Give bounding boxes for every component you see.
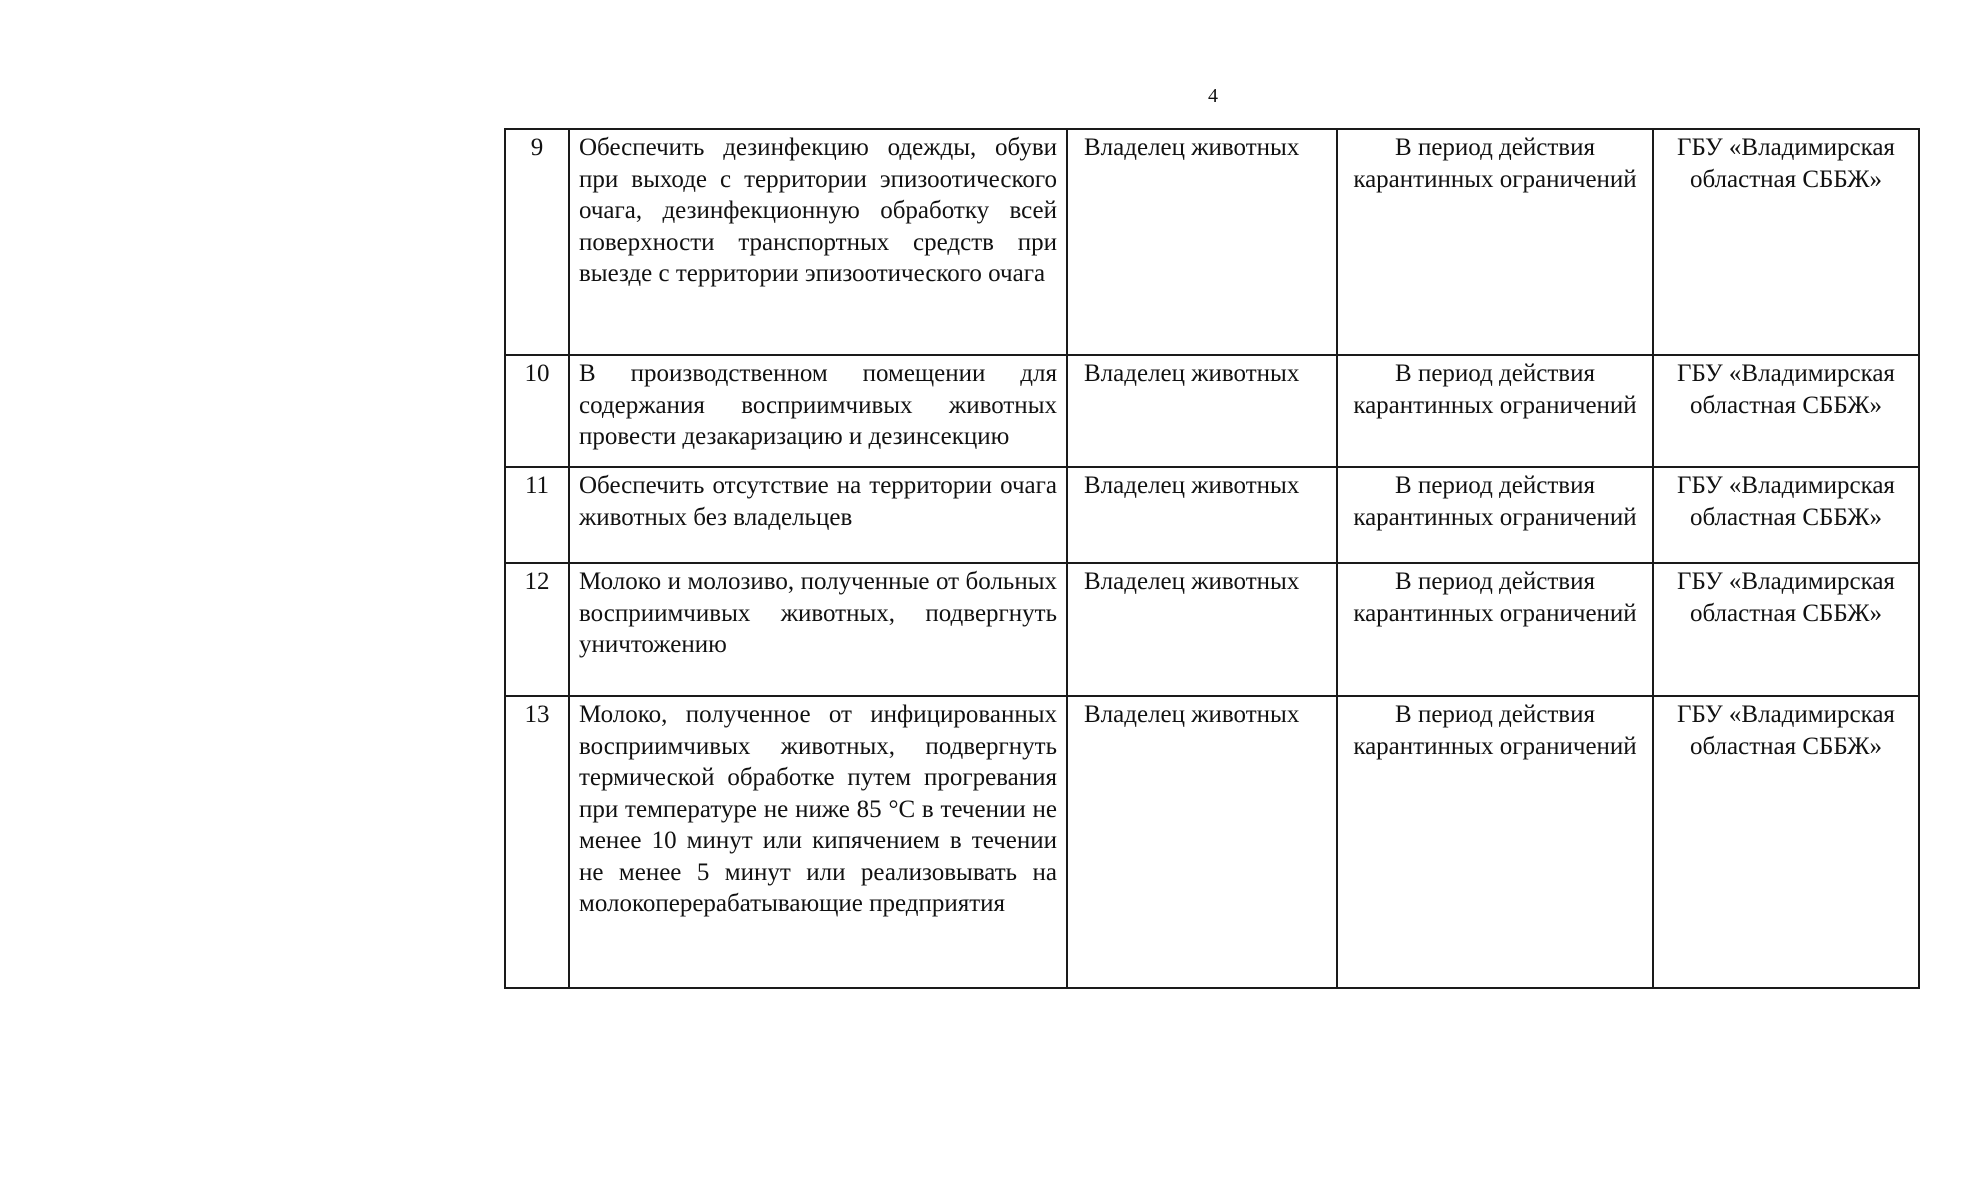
- measure-cell: Молоко и молозиво, полученные от больных восприимчивых животных, подвергнуть уничтожению: [569, 563, 1067, 696]
- measures-table: [504, 128, 1920, 989]
- period-cell: В период действия карантинных ограничений: [1337, 467, 1653, 563]
- organization-cell: ГБУ «Владимирская областная СББЖ»: [1653, 355, 1919, 467]
- period-cell: В период действия карантинных ограничений: [1337, 355, 1653, 467]
- row-number-cell: 12: [505, 563, 569, 696]
- table-row: [505, 696, 1919, 988]
- table-row: [505, 355, 1919, 467]
- page-number: 4: [1208, 85, 1218, 107]
- responsible-cell: Владелец животных: [1067, 355, 1337, 467]
- organization-cell: ГБУ «Владимирская областная СББЖ»: [1653, 129, 1919, 355]
- responsible-cell: Владелец животных: [1067, 129, 1337, 355]
- period-cell: В период действия карантинных ограничений: [1337, 563, 1653, 696]
- row-number-cell: 13: [505, 696, 569, 988]
- row-number-cell: 9: [505, 129, 569, 355]
- organization-cell: ГБУ «Владимирская областная СББЖ»: [1653, 696, 1919, 988]
- row-number-cell: 11: [505, 467, 569, 563]
- organization-cell: ГБУ «Владимирская областная СББЖ»: [1653, 563, 1919, 696]
- measure-cell: Обеспечить отсутствие на территории очага животных без владельцев: [569, 467, 1067, 563]
- table-row: [505, 467, 1919, 563]
- measure-cell: Молоко, полученное от инфицированных восприимчивых животных, подвергнуть термической обработке путем прогревания при температуре не ниже 85 °С в течении не менее 10 минут или кипячением в течении не менее 5 минут или реализовывать на молокоперерабатывающие предприятия: [569, 696, 1067, 988]
- period-cell: В период действия карантинных ограничений: [1337, 696, 1653, 988]
- organization-cell: ГБУ «Владимирская областная СББЖ»: [1653, 467, 1919, 563]
- measure-cell: В производственном помещении для содержания восприимчивых животных провести дезакаризацию и дезинсекцию: [569, 355, 1067, 467]
- row-number-cell: 10: [505, 355, 569, 467]
- table-row: [505, 563, 1919, 696]
- responsible-cell: Владелец животных: [1067, 696, 1337, 988]
- period-cell: В период действия карантинных ограничений: [1337, 129, 1653, 355]
- responsible-cell: Владелец животных: [1067, 467, 1337, 563]
- measure-cell: Обеспечить дезинфекцию одежды, обуви при выходе с территории эпизоотического очага, дезинфекционную обработку всей поверхности транспортных средств при выезде с территории эпизоотического очага: [569, 129, 1067, 355]
- table-row: [505, 129, 1919, 355]
- responsible-cell: Владелец животных: [1067, 563, 1337, 696]
